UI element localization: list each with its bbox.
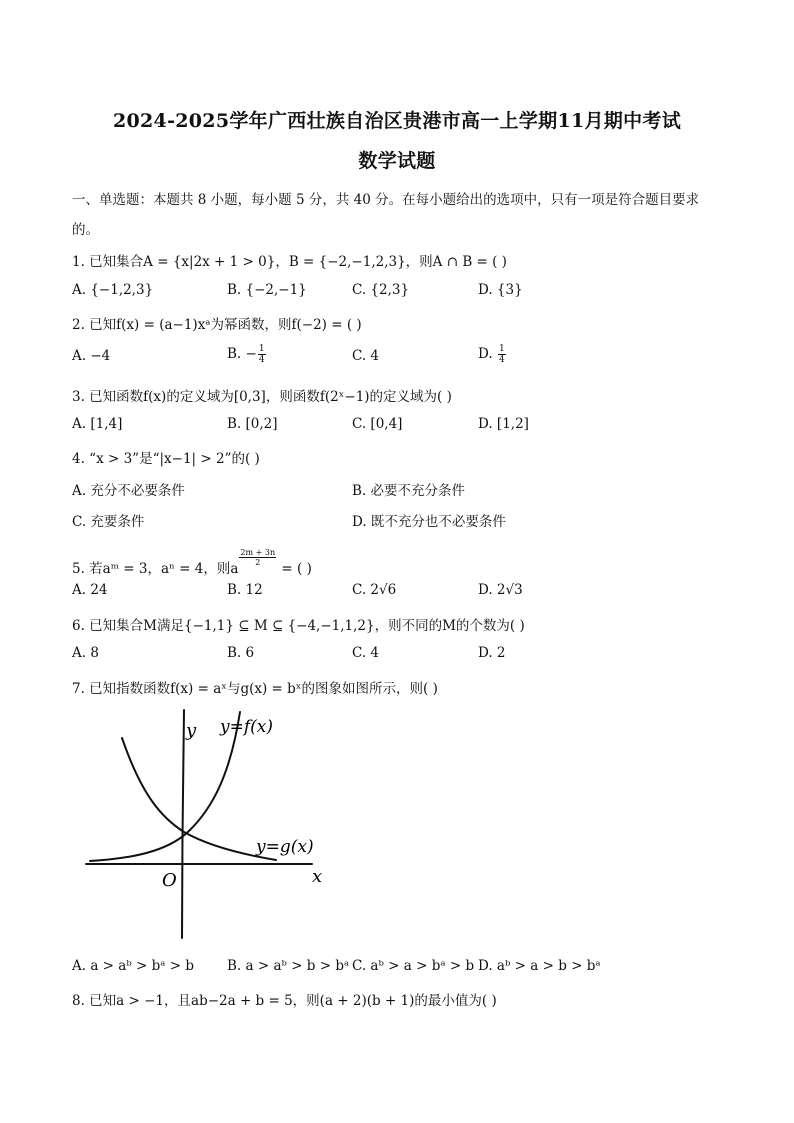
question-3-stem: 3. 已知函数f(x)的定义域为[0,3]，则函数f(2ˣ−1)的定义域为( ) bbox=[72, 389, 452, 405]
question-4-option-b: B. 必要不充分条件 bbox=[352, 483, 466, 499]
question-3-option-b: B. [0,2] bbox=[227, 416, 278, 432]
question-5-stem bbox=[72, 548, 312, 577]
question-6-stem: 6. 已知集合M满足{−1,1} ⊆ M ⊆ {−4,−1,1,2}，则不同的M的个数为( ) bbox=[72, 618, 525, 634]
fraction-denominator: 4 bbox=[258, 355, 265, 365]
question-5-exponent bbox=[239, 548, 276, 567]
exponent-numerator: 2m + 3n bbox=[240, 548, 276, 557]
question-1-option-b: B. {−2,−1} bbox=[227, 282, 307, 298]
question-8-stem: 8. 已知a > −1，且ab−2a + b = 5，则(a + 2)(b + 1)的最小值为( ) bbox=[72, 993, 497, 1009]
exam-title: 2024-2025学年广西壮族自治区贵港市高一上学期11月期中考试 bbox=[113, 110, 681, 132]
label-g: y=g(x) bbox=[256, 837, 314, 857]
fraction-denominator: 4 bbox=[498, 355, 505, 365]
fraction-numerator: 1 bbox=[498, 344, 505, 354]
question-6-option-a: A. 8 bbox=[72, 645, 99, 661]
label-x: x bbox=[312, 866, 323, 887]
exam-subtitle: 数学试题 bbox=[358, 150, 436, 172]
question-2-option-d-label: D. bbox=[478, 346, 497, 362]
fraction-numerator: 1 bbox=[258, 344, 265, 354]
question-5-option-b: B. 12 bbox=[227, 582, 263, 598]
question-5-option-a: A. 24 bbox=[72, 582, 108, 598]
question-1-option-c: C. {2,3} bbox=[352, 282, 410, 298]
question-7-stem: 7. 已知指数函数f(x) = aˣ与g(x) = bˣ的图象如图所示，则( ) bbox=[72, 681, 438, 697]
exponent-denominator: 2 bbox=[255, 558, 261, 567]
label-y: y bbox=[186, 720, 197, 741]
question-5-stem-prefix: 5. 若aᵐ = 3，aⁿ = 4，则a bbox=[72, 561, 239, 577]
question-1-option-d: D. {3} bbox=[478, 282, 523, 298]
question-2-option-c: C. 4 bbox=[352, 348, 380, 364]
section-intro-line-2: 的。 bbox=[72, 222, 99, 238]
curve-f bbox=[90, 712, 240, 861]
question-7-graph bbox=[72, 706, 348, 946]
y-axis bbox=[182, 710, 184, 938]
question-5-option-d: D. 2√3 bbox=[478, 582, 523, 598]
label-origin: O bbox=[162, 870, 177, 891]
question-2-option-d bbox=[478, 344, 507, 365]
question-4-option-c: C. 充要条件 bbox=[72, 514, 145, 530]
question-7-option-d: D. aᵇ > a > b > bᵃ bbox=[478, 958, 601, 974]
question-2-option-b bbox=[227, 344, 267, 365]
label-f: y=f(x) bbox=[220, 717, 273, 737]
question-1-stem: 1. 已知集合A = {x|2x + 1 > 0}，B = {−2,−1,2,3}，则A ∩ B = ( ) bbox=[72, 254, 507, 270]
question-2-option-b-label: B. − bbox=[227, 346, 257, 362]
section-intro-line-1: 一、单选题：本题共 8 小题，每小题 5 分，共 40 分。在每小题给出的选项中，只有一项是符合题目要求 bbox=[72, 192, 700, 208]
question-1-option-a: A. {−1,2,3} bbox=[72, 282, 154, 298]
question-5-option-c: C. 2√6 bbox=[352, 582, 397, 598]
question-3-option-d: D. [1,2] bbox=[478, 416, 529, 432]
question-6-option-c: C. 4 bbox=[352, 645, 380, 661]
question-7-option-c: C. aᵇ > a > bᵃ > b bbox=[352, 958, 475, 974]
question-4-stem: 4. “x > 3”是“|x−1| > 2”的( ) bbox=[72, 451, 260, 467]
question-3-option-a: A. [1,4] bbox=[72, 416, 123, 432]
fraction-one-quarter bbox=[258, 344, 266, 365]
question-2-stem: 2. 已知f(x) = (a−1)xᵃ为幂函数，则f(−2) = ( ) bbox=[72, 317, 362, 333]
question-4-option-a: A. 充分不必要条件 bbox=[72, 483, 185, 499]
question-7-option-a: A. a > aᵇ > bᵃ > b bbox=[72, 958, 195, 974]
question-6-option-d: D. 2 bbox=[478, 645, 506, 661]
question-6-option-b: B. 6 bbox=[227, 645, 255, 661]
question-4-option-d: D. 既不充分也不必要条件 bbox=[352, 514, 506, 530]
question-2-option-a: A. −4 bbox=[72, 348, 111, 364]
curve-g bbox=[122, 738, 276, 860]
question-5-stem-suffix: = ( ) bbox=[277, 561, 312, 577]
fraction-one-quarter bbox=[498, 344, 506, 365]
question-7-option-b: B. a > aᵇ > b > bᵃ bbox=[227, 958, 350, 974]
question-3-option-c: C. [0,4] bbox=[352, 416, 403, 432]
